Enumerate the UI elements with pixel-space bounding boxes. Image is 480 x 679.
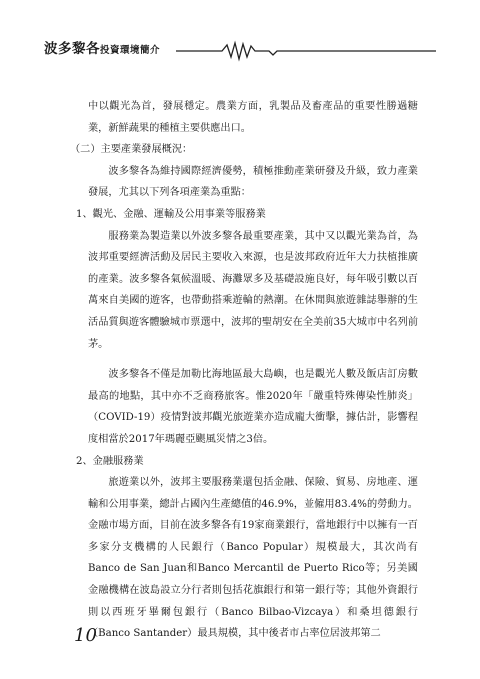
page-number: 10 bbox=[74, 625, 97, 646]
paragraph-agriculture: 中以觀光為首，發展穩定。農業方面，乳製品及畜產品的重要性勝過糖業，新鮮蔬果的種植主要供應出口。 bbox=[88, 101, 418, 134]
paragraph-financial-services: 旅遊業以外，波邦主要服務業還包括金融、保險、貿易、房地產、運輸和公用事業，總計占國內生產總值的46.9%，並僱用83.4%的勞動力。金融市場方面，目前在波多黎各有19家商業銀行，當地銀行中以擁有一百多家分支機構的人民銀行（Banco Popular）規模最大，其次尚有Banco de San Juan和Banco Mercantil de Puerto Rico等；另美國金融機構在波島設立分行者則包括花旗銀行和第一銀行等；其他外資銀行則以西班牙畢爾包銀行（Banco Bilbao-Vizcaya）和桑坦德銀行（Banco Santander）最具規模，其中後者市占率位居波邦第二 bbox=[88, 477, 418, 640]
paragraph-tourism: 服務業為製造業以外波多黎各最重要產業，其中又以觀光業為首，為波邦重要經濟活動及居民主要收入來源，也是波邦政府近年大力扶植推廣的產業。波多黎各氣候溫暖、海灘眾多及基礎設施良好，每年吸引數以百萬來自美國的遊客，也帶動搭乘遊輪的熱潮。在休閒與旅遊雜誌舉辦的生活品質與遊客體驗城市票選中，波邦的聖胡安在全美前35大城市中名列前茅。 bbox=[88, 230, 418, 350]
item-heading-services: 1、觀光、金融、運輸及公用事業等服務業 bbox=[76, 208, 266, 220]
section-heading-main-industries: （二）主要產業發展概況： bbox=[70, 144, 193, 156]
header-title-main: 波多黎各 bbox=[44, 41, 100, 57]
paragraph-covid-impact: 波多黎各不僅是加勒比海地區最大島嶼，也是觀光人數及飯店訂房數最高的地點，其中亦不乏商務旅客。惟2020年「嚴重特殊傳染性肺炎」（COVID-19）疫情對波邦觀光旅遊業亦造成龐大衝擊，據估計，影響程度相當於2017年瑪麗亞颶風災情之3倍。 bbox=[88, 369, 418, 445]
running-header bbox=[44, 40, 436, 62]
item-heading-financial-services: 2、金融服務業 bbox=[76, 455, 144, 467]
header-heartbeat-line bbox=[44, 40, 436, 62]
paragraph-section-intro: 波多黎各為維持國際經濟優勢，積極推動產業研發及升級，致力產業發展，尤其以下列各項產業為重點： bbox=[88, 165, 418, 199]
header-title-sub: 投資環境簡介 bbox=[100, 45, 161, 56]
